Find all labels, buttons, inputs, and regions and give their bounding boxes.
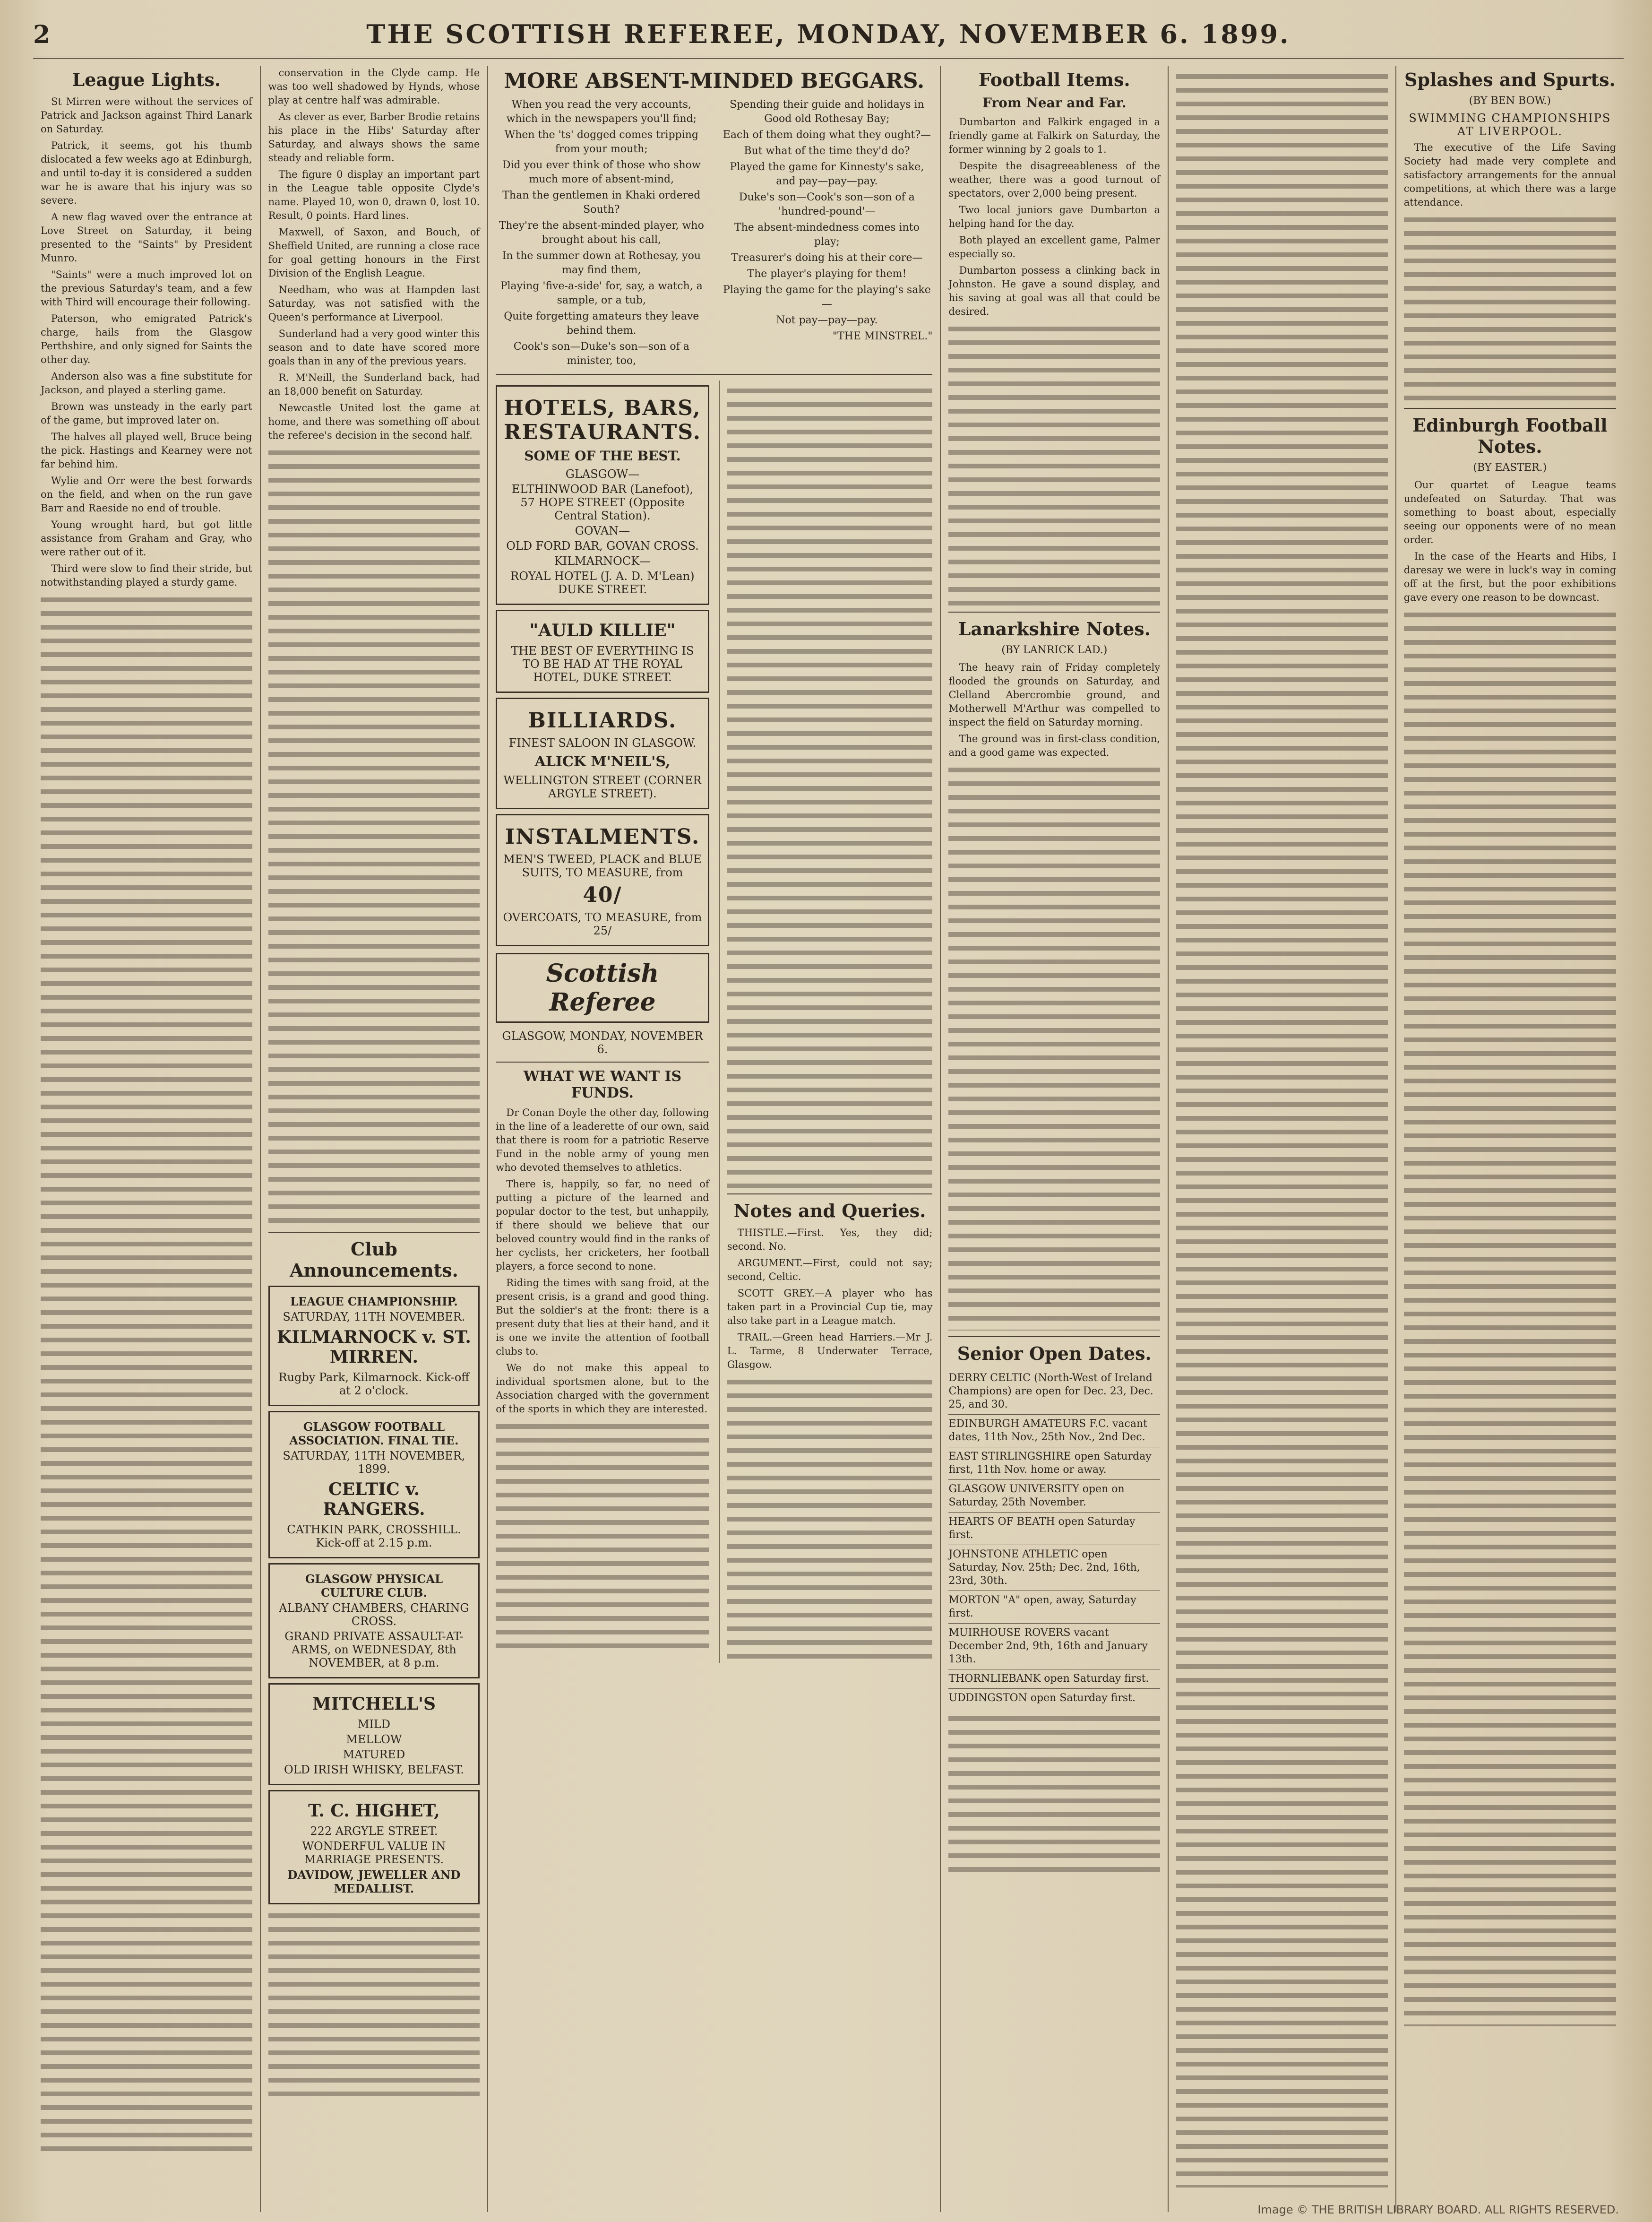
notes-queries-heading: Notes and Queries. [733,1200,926,1221]
football-items-subheading: From Near and Far. [982,95,1127,111]
article-paragraph: The figure 0 display an important part in the League table opposite Clyde's name. Played 10, won 0, drawn 0, lost 10. Result, 0 points. Hard lines. [268,169,480,221]
body-text-lines [268,1909,480,2098]
league-lights-paragraph: Brown was unsteady in the early part of the game, but improved later on. [41,401,252,426]
whisky-advertisement: MITCHELL'S MILD MELLOW MATURED OLD IRISH WHISKY, BELFAST. [268,1683,480,1785]
football-items-paragraph: Dumbarton and Falkirk engaged in a friendly game at Falkirk on Saturday, the former winning by 2 goals to 1. [948,116,1161,155]
editorial-heading: WHAT WE WANT IS FUNDS. [523,1068,682,1101]
lanarkshire-byline: (BY LANRICK LAD.) [1001,644,1108,656]
image-credit: Image © THE BRITISH LIBRARY BOARD. ALL RIGHTS RESERVED. [1257,2203,1619,2216]
announcement-physical-culture: GLASGOW PHYSICAL CULTURE CLUB. ALBANY CHAMBERS, CHARING CROSS. GRAND PRIVATE ASSAULT-AT-ARMS, on WEDNESDAY, 8th NOVEMBER, at 8 p.m. [268,1563,480,1678]
editorial-paragraph: Riding the times with sang froid, at the present crisis, is a grand and good thing. But the soldier's at the front: there is a present duty that lies at their hand, and it is one we invite the attention of football clubs to. [496,1277,709,1357]
body-text-lines [1404,213,1616,402]
billiards-advertisement: BILLIARDS. FINEST SALOON IN GLASGOW. ALICK M'NEIL'S, WELLINGTON STREET (CORNER ARGYLE STREET). [496,698,709,809]
royal-hotel-advertisement: "AULD KILLIE" THE BEST OF EVERYTHING IS TO BE HAD AT THE ROYAL HOTEL, DUKE STREET. [496,610,709,693]
column-splashes [1396,66,1624,2212]
league-lights-paragraph: Wylie and Orr were the best forwards on the field, and when on the run gave Barr and Raeside no end of trouble. [41,475,252,514]
highet-advertisement: T. C. HIGHET, 222 ARGYLE STREET. WONDERFUL VALUE IN MARRIAGE PRESENTS. DAVIDOW, JEWELLER AND MEDALLIST. [268,1790,480,1904]
article-paragraph: As clever as ever, Barber Brodie retains his place in the Hibs' Saturday after Saturday, and always shows the same steady and reliable form. [268,111,480,164]
open-date-entry: EDINBURGH AMATEURS F.C. vacant dates, 11th Nov., 25th Nov., 2nd Dec. [948,1415,1160,1447]
open-date-entry: MORTON "A" open, away, Saturday first. [948,1591,1160,1624]
body-text-lines [727,1375,933,1659]
column-poem-and-editorial [488,66,941,2212]
article-paragraph: conservation in the Clyde camp. He was too well shadowed by Hynds, whose play at centre half was admirable. [268,67,480,106]
article-paragraph: Needham, who was at Hampden last Saturday, was not satisfied with the Queen's performance at Liverpool. [268,284,480,323]
dateline: GLASGOW, MONDAY, NOVEMBER 6. [502,1029,703,1056]
open-date-entry: HEARTS OF BEATH open Saturday first. [948,1513,1160,1545]
lanarkshire-paragraph: The ground was in first-class condition, and a good game was expected. [948,733,1161,758]
league-lights-paragraph: The halves all played well, Bruce being the pick. Hastings and Kearney were not far behind him. [41,431,252,470]
edinburgh-paragraph: In the case of the Hearts and Hibs, I daresay we were in luck's way in coming off at the first, but the poor exhibitions gave every one reason to be downcast. [1403,551,1617,603]
open-date-entry: UDDINGSTON open Saturday first. [948,1689,1160,1708]
body-text-lines [1176,70,1388,2187]
body-text-lines [948,763,1160,1331]
football-items-paragraph: Both played an excellent game, Palmer especially so. [948,234,1161,259]
body-text-lines [948,322,1160,606]
open-date-entry: JOHNSTONE ATHLETIC open Saturday, Nov. 25th; Dec. 2nd, 16th, 23rd, 30th. [948,1545,1160,1591]
column-six [1169,66,1396,2212]
notes-paragraph: SCOTT GREY.—A player who has taken part in a Provincial Cup tie, may also take part in a League match. [727,1288,933,1326]
editorial-continuation [719,380,933,1663]
hotels-advertisement: HOTELS, BARS, RESTAURANTS. SOME OF THE BEST. GLASGOW— ELTHINWOOD BAR (Lanefoot), 57 HOPE STREET (Opposite Central Station). GOVAN— OLD FORD BAR, GOVAN CROSS. KILMARNOCK— ROYAL HOTEL (J. A. D. M'Lean) DUKE STREET. [496,385,709,605]
masthead [33,19,1624,59]
football-items-heading: Football Items. [978,69,1130,90]
football-items-paragraph: Two local juniors gave Dumbarton a helping hand for the day. [948,204,1161,229]
announcement-kilmarnock: LEAGUE CHAMPIONSHIP. SATURDAY, 11TH NOVEMBER. KILMARNOCK v. ST. MIRREN. Rugby Park, Kilmarnock. Kick-off at 2 o'clock. [268,1286,480,1406]
league-lights-paragraph: A new flag waved over the entrance at Love Street on Saturday, it being presented to the "Saints" by President Munro. [41,211,252,264]
open-date-entry: THORNLIEBANK open Saturday first. [948,1669,1160,1689]
editorial-paragraph: There is, happily, so far, no need of putting a picture of the learned and popular doctor to the test, but unhappily, if there should we believe that our beloved country would find in the ranks of her cyclists, her cricketers, her football players, a force second to none. [496,1178,709,1272]
open-date-entry: GLASGOW UNIVERSITY open on Saturday, 25th November. [948,1480,1160,1513]
notes-paragraph: ARGUMENT.—First, could not say; second, Celtic. [727,1257,933,1282]
body-text-lines [727,384,933,1188]
league-lights-paragraph: Anderson also was a fine substitute for Jackson, and played a sterling game. [41,371,252,396]
article-paragraph: Newcastle United lost the game at home, and there was something off about the referee's decision in the second half. [268,402,480,441]
league-lights-paragraph: Patrick, it seems, got his thumb dislocated a few weeks ago at Edinburgh, and until to-day it is considered a sudden war he is aware that his injury was so severe. [41,140,252,206]
body-text-lines [268,446,480,1226]
advertisements-column [496,380,709,1663]
newspaper-title: THE SCOTTISH REFEREE, MONDAY, NOVEMBER 6. 1899. [366,19,1291,49]
club-announcements-heading: Club Announcements. [290,1238,458,1281]
body-text-lines [41,593,252,2153]
league-lights-paragraph: St Mirren were without the services of Patrick and Jackson against Third Lanark on Saturday. [41,96,252,135]
poem-body: When you read the very accounts, which in the newspapers you'll find; When the 'ts' dogged comes tripping from your mouth; Did you ever think of those who show much more of absent-mind, Than the gentlemen in Khaki ordered South? They're the absent-minded player, who brought about his call, In the summer down at Rothesay, you may find them, Playing 'five-a-side' for, say, a watch, a sample, or a tub, Quite forgetting amateurs they leave behind them. Cook's son—Duke's son—son of a minister, too, Spending their guide and holidays in Good old Rothesay Bay; Each of them doing what they ought?— But what of the time they'd do? Played the game for Kinnesty's sake, and pay—pay—pay. Duke's son—Cook's son—son of a 'hundred-pound'— The absent-mindedness comes into play; Treasurer's doing his at their core— The player's playing for them! Playing the game for the playing's sake— Not pay—pay—pay. "THE MINSTREL." [499,99,933,367]
instalments-advertisement: INSTALMENTS. MEN'S TWEED, PLACK and BLUE SUITS, TO MEASURE, from 40/ OVERCOATS, TO MEASURE, from 25/ [496,814,709,946]
lanarkshire-paragraph: The heavy rain of Friday completely flooded the grounds on Saturday, and Clelland Abercrombie ground, and Motherwell M'Arthur was compelled to inspect the field on Saturday morning. [948,662,1161,728]
poem-signature: "THE MINSTREL." [832,330,933,342]
editorial-paragraph: We do not make this appeal to individual sportsmen alone, but to the Association charged with the government of the sports in which they are interested. [496,1362,709,1415]
league-lights-paragraph: "Saints" were a much improved lot on the previous Saturday's team, and a few with Third will encourage their following. [41,269,252,308]
edinburgh-notes-heading: Edinburgh Football Notes. [1412,415,1608,457]
splashes-subheading: SWIMMING CHAMPIONSHIPS AT LIVERPOOL. [1409,112,1611,138]
league-lights-paragraph: Young wrought hard, but got little assistance from Graham and Gray, who were rather out of it. [41,519,252,558]
column-football-items [941,66,1169,2212]
edinburgh-paragraph: Our quartet of League teams undefeated on Saturday. That was something to boast about, especially seeing our opponents were of no mean order. [1403,479,1617,545]
page-number: 2 [33,20,51,49]
article-paragraph: Maxwell, of Saxon, and Bouch, of Sheffield United, are running a close race for goal getting honours in the First Division of the English League. [268,226,480,279]
league-lights-paragraph: Paterson, who emigrated Patrick's charge, hails from the Glasgow Perthshire, and only signed for Saints the other day. [41,313,252,365]
body-text-lines [496,1420,709,1656]
poem-heading: MORE ABSENT-MINDED BEGGARS. [504,69,925,93]
league-lights-paragraph: Third were slow to find their stride, but notwithstanding played a sturdy game. [41,563,252,588]
edinburgh-byline: (BY EASTER.) [1473,462,1547,474]
senior-open-dates-heading: Senior Open Dates. [957,1343,1152,1364]
column-two [261,66,489,2212]
body-text-lines [1404,608,1616,2026]
lanarkshire-heading: Lanarkshire Notes. [958,618,1151,640]
article-paragraph: Sunderland had a very good winter this season and to date have scored more goals than in any of the previous years. [268,328,480,367]
article-paragraph: R. M'Neill, the Sunderland back, had an 18,000 benefit on Saturday. [268,372,480,397]
open-date-entry: EAST STIRLINGSHIRE open Saturday first, 11th Nov. home or away. [948,1447,1160,1480]
splashes-byline: (BY BEN BOW.) [1469,95,1551,107]
scottish-referee-logo: Scottish Referee [496,953,709,1023]
notes-paragraph: THISTLE.—First. Yes, they did; second. No. [727,1227,933,1252]
notes-paragraph: TRAIL.—Green head Harriers.—Mr J. L. Tarme, 8 Underwater Terrace, Glasgow. [727,1331,933,1370]
columns [33,66,1624,2212]
announcement-glasgow-final: GLASGOW FOOTBALL ASSOCIATION. FINAL TIE. SATURDAY, 11TH NOVEMBER, 1899. CELTIC v. RANGERS. CATHKIN PARK, CROSSHILL. Kick-off at 2.15 p.m. [268,1411,480,1558]
splashes-paragraph: The executive of the Life Saving Society had made very complete and satisfactory arrangements for the annual competitions, at which there was a large attendance. [1403,142,1617,208]
league-lights-heading: League Lights. [72,69,221,90]
splashes-heading: Splashes and Spurts. [1404,69,1616,90]
football-items-paragraph: Dumbarton possess a clinking back in Johnston. He gave a sound display, and his saving at goal was all that could be desired. [948,265,1161,317]
editorial-paragraph: Dr Conan Doyle the other day, following in the line of a leaderette of our own, said that there is room for a patriotic Reserve Fund in the noble army of young men who devoted themselves to athletics. [496,1107,709,1173]
football-items-paragraph: Despite the disagreeableness of the weather, there was a good turnout of spectators, over 2,000 being present. [948,160,1161,199]
column-league-lights [33,66,261,2212]
body-text-lines [948,1712,1160,1877]
open-date-entry: MUIRHOUSE ROVERS vacant December 2nd, 9th, 16th and January 13th. [948,1624,1160,1669]
open-date-entry: DERRY CELTIC (North-West of Ireland Champions) are open for Dec. 23, Dec. 25, and 30. [948,1369,1160,1415]
